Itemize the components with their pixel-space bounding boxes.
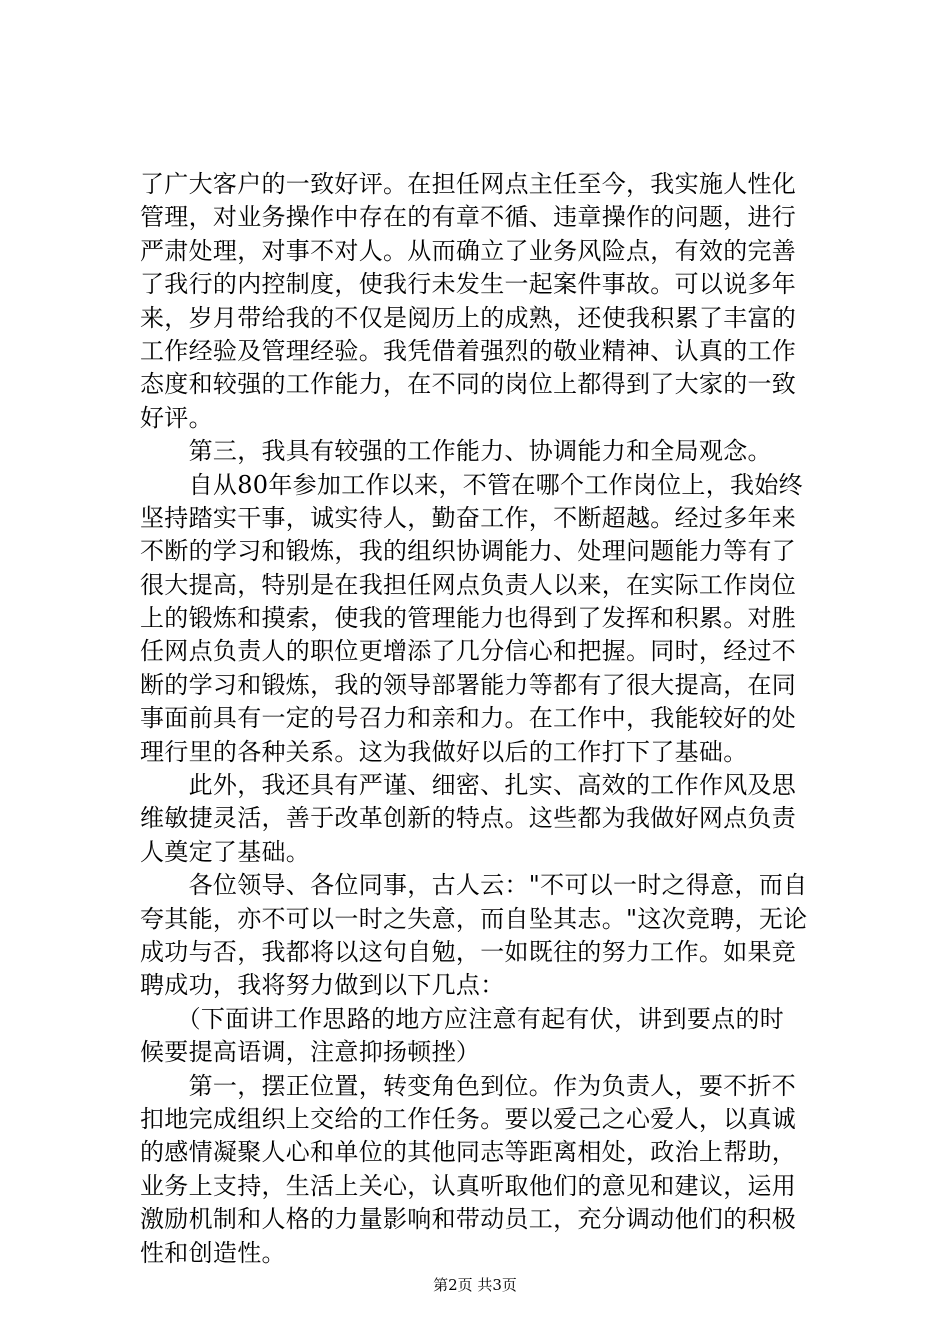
body-text bbox=[140, 168, 840, 1270]
text-line: 管理，对业务操作中存在的有章不循、违章操作的问题，进行 bbox=[140, 203, 797, 232]
text-line: 各位领导、各位同事，古人云："不可以一时之得意，而自 bbox=[140, 871, 808, 900]
text-line: 聘成功，我将努力做到以下几点： bbox=[140, 971, 505, 1000]
text-line: 此外，我还具有严谨、细密、扎实、高效的工作作风及思 bbox=[140, 771, 797, 800]
page-footer bbox=[0, 1274, 950, 1295]
text-line: 任网点负责人的职位更增添了几分信心和把握。同时，经过不 bbox=[140, 637, 797, 666]
text-line: 激励机制和人格的力量影响和带动员工，充分调动他们的积极 bbox=[140, 1205, 797, 1234]
text-line: 事面前具有一定的号召力和亲和力。在工作中，我能较好的处 bbox=[140, 704, 797, 733]
text-line: 不断的学习和锻炼，我的组织协调能力、处理问题能力等有了 bbox=[140, 537, 797, 566]
text-line: 了我行的内控制度，使我行未发生一起案件事故。可以说多年 bbox=[140, 270, 797, 299]
text-line: 夸其能，亦不可以一时之失意，而自坠其志。"这次竞聘，无论 bbox=[140, 904, 808, 933]
text-line: 态度和较强的工作能力，在不同的岗位上都得到了大家的一致 bbox=[140, 370, 797, 399]
text-line: 人奠定了基础。 bbox=[140, 837, 311, 866]
text-line: 断的学习和锻炼，我的领导部署能力等都有了很大提高，在同 bbox=[140, 670, 797, 699]
text-line: 很大提高，特别是在我担任网点负责人以来，在实际工作岗位 bbox=[140, 570, 797, 599]
text-line: 第一，摆正位置，转变角色到位。作为负责人，要不折不 bbox=[140, 1071, 797, 1100]
text-line: 维敏捷灵活，善于改革创新的特点。这些都为我做好网点负责 bbox=[140, 804, 797, 833]
text-line: 严肃处理，对事不对人。从而确立了业务风险点，有效的完善 bbox=[140, 236, 797, 265]
text-line: 成功与否，我都将以这句自勉，一如既往的努力工作。如果竞 bbox=[140, 937, 797, 966]
text-line: 理行里的各种关系。这为我做好以后的工作打下了基础。 bbox=[140, 737, 748, 766]
text-line: 坚持踏实干事，诚实待人，勤奋工作，不断超越。经过多年来 bbox=[140, 503, 797, 532]
text-line: 业务上支持，生活上关心，认真听取他们的意见和建议，运用 bbox=[140, 1171, 797, 1200]
text-line: 好评。 bbox=[140, 403, 213, 432]
text-line: 来，岁月带给我的不仅是阅历上的成熟，还使我积累了丰富的 bbox=[140, 303, 797, 332]
page-number-label: 第2页 共3页 bbox=[433, 1276, 517, 1294]
text-line: 上的锻炼和摸索，使我的管理能力也得到了发挥和积累。对胜 bbox=[140, 604, 797, 633]
text-line: 的感情凝聚人心和单位的其他同志等距离相处，政治上帮助， bbox=[140, 1138, 797, 1167]
text-line: 性和创造性。 bbox=[140, 1238, 286, 1267]
text-line: 扣地完成组织上交给的工作任务。要以爱己之心爱人，以真诚 bbox=[140, 1104, 797, 1133]
text-line: 自从80年参加工作以来，不管在哪个工作岗位上，我始终 bbox=[140, 470, 803, 499]
text-line: 工作经验及管理经验。我凭借着强烈的敬业精神、认真的工作 bbox=[140, 336, 797, 365]
text-line: （下面讲工作思路的地方应注意有起有伏，讲到要点的时 bbox=[140, 1004, 785, 1033]
text-line: 了广大客户的一致好评。在担任网点主任至今，我实施人性化 bbox=[140, 170, 797, 198]
text-line: 第三，我具有较强的工作能力、协调能力和全局观念。 bbox=[140, 437, 772, 466]
text-line: 候要提高语调，注意抑扬顿挫） bbox=[140, 1038, 481, 1067]
